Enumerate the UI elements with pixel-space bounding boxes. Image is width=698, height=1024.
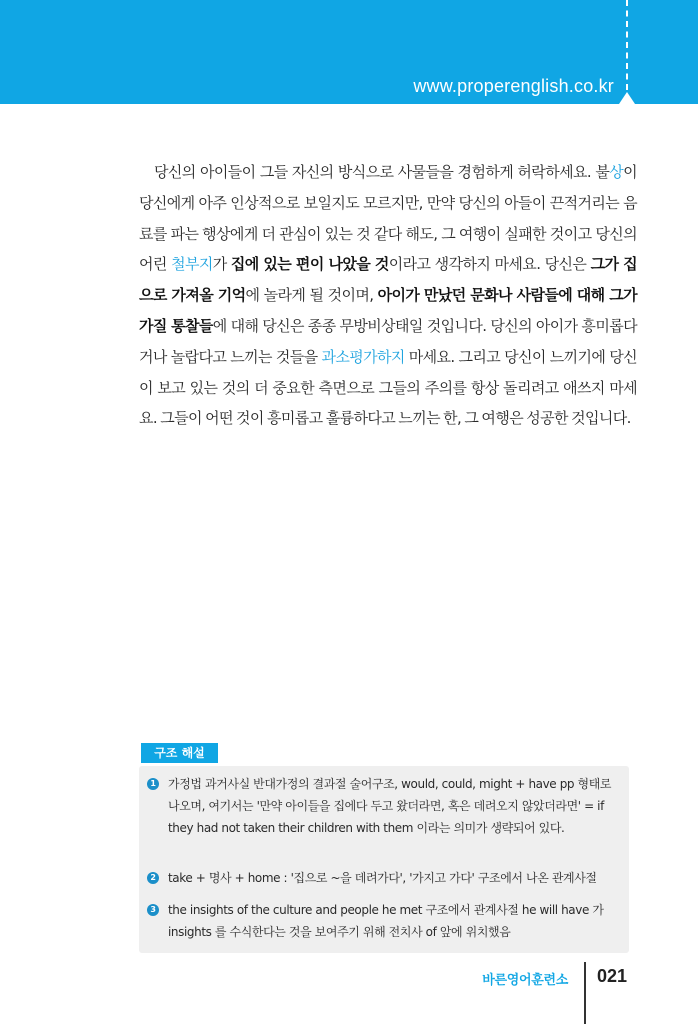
note-number-badge: 1 xyxy=(147,778,159,790)
structure-notes-box xyxy=(139,766,629,953)
korean-passage xyxy=(139,157,637,434)
note-text: 가정법 과거사실 반대가정의 결과절 술어구조, would, could, might + have pp 형태로 나오며, 여기서는 '만약 아이들을 집에다 두고 왔더라면, 혹은 데려오지 않았더라면' = if they had not taken their children with them 이라는 의미가 생략되어 있다. xyxy=(168,777,612,835)
passage-segment: 가 xyxy=(212,255,231,274)
note-item xyxy=(147,899,621,943)
passage-key-phrase: 아이가 만났던 문화나 사람들에 대해 그가 가질 통찰들 xyxy=(139,286,637,335)
dashed-divider xyxy=(626,0,628,90)
passage-highlight: 과소평가하지 xyxy=(321,347,405,366)
note-text: the insights of the culture and people he met 구조에서 관계사절 he will have 가 insights 를 수식한다는 것을 보여주기 위해 전치사 of 앞에 위치했음 xyxy=(168,903,604,939)
note-item xyxy=(147,773,621,839)
notes-tag: 구조 해설 xyxy=(141,743,218,763)
passage-segment: 마세요. 그리고 당신이 느끼기에 당신이 보고 있는 것의 더 중요한 측면으로 그들의 주의를 항상 돌리려고 애쓰지 마세요. 그들이 어떤 것이 흥미롭고 훌륭하다고 느끼는 한, 그 여행은 성공한 것입니다. xyxy=(139,347,637,428)
passage-highlight: 상 xyxy=(609,163,624,181)
passage-key-phrase: 그가 집으로 가져올 기억 xyxy=(139,255,637,305)
header-notch xyxy=(619,92,635,104)
passage-segment: 에 놀라게 될 것이며, xyxy=(245,286,378,305)
site-url[interactable]: www.properenglish.co.kr xyxy=(413,76,614,96)
note-number-badge: 3 xyxy=(147,904,159,916)
note-text: take + 명사 + home : '집으로 ~을 데려가다', '가지고 가다' 구조에서 나온 관계사절 xyxy=(168,871,597,885)
passage-segment: 당신의 아이들이 그들 자신의 방식으로 사물들을 경험하게 허락하세요. 불 xyxy=(154,163,610,181)
passage-highlight: 철부지 xyxy=(171,255,213,274)
passage-segment: 에 대해 당신은 종종 무방비상태일 것입니다. 당신의 아이가 흥미롭다거나 놀랍다고 느끼는 것들을 xyxy=(139,316,637,366)
header-bar xyxy=(0,0,698,104)
page-number: 021 xyxy=(597,966,628,986)
footer-divider xyxy=(584,962,586,1024)
passage-segment: 이 당신에게 아주 인상적으로 보일지도 모르지만, 만약 당신의 아들이 끈적거리는 음료를 파는 행상에게 더 관심이 있는 것 같다 해도, 그 여행이 실패한 것이고 당신의 어린 xyxy=(139,163,637,274)
book-title: 바른영어훈련소 xyxy=(482,973,568,988)
note-number-badge: 2 xyxy=(147,872,159,884)
passage-segment: 이라고 생각하지 마세요. 당신은 xyxy=(388,255,591,274)
note-item xyxy=(147,867,621,889)
passage-key-phrase: 집에 있는 편이 나았을 것 xyxy=(230,255,389,274)
